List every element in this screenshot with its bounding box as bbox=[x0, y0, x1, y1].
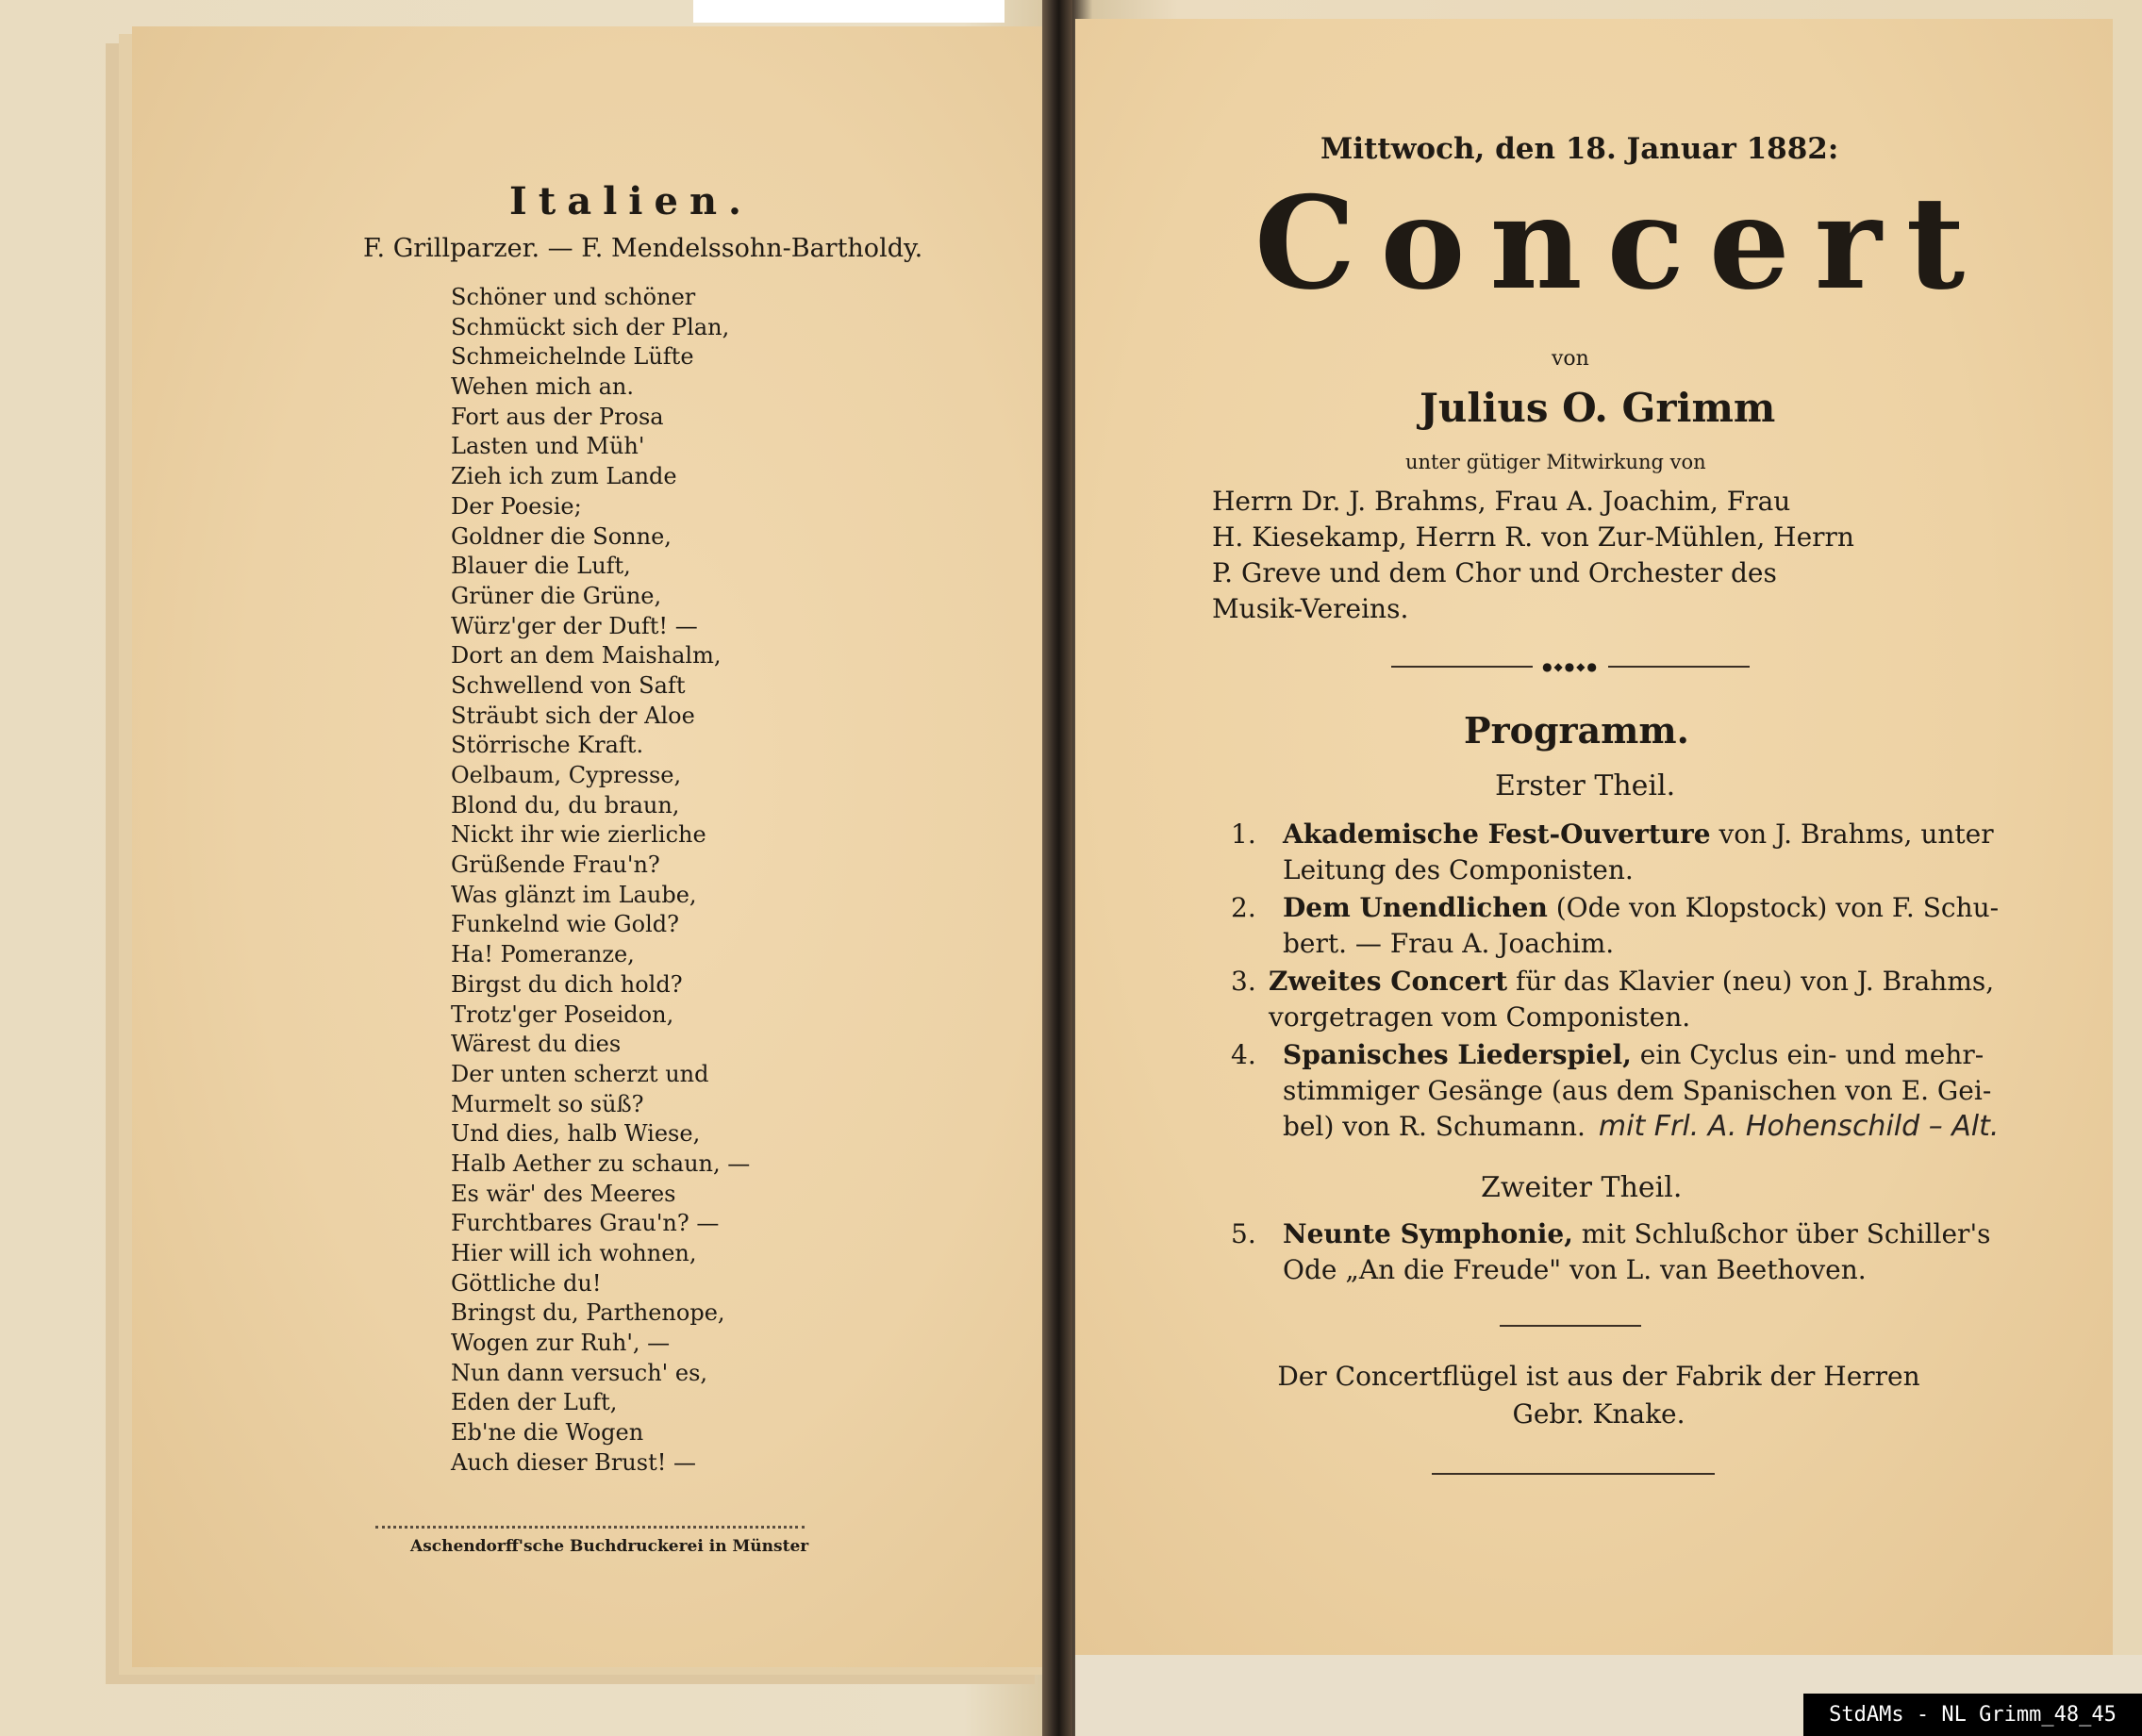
item-title: Neunte Symphonie, bbox=[1283, 1218, 1573, 1249]
poem-line: Murmelt so süß? bbox=[451, 1090, 644, 1117]
piano-note-line: Der Concertflügel ist aus der Fabrik der Herren bbox=[1277, 1361, 1920, 1392]
poem-authors: F. Grillparzer. — F. Mendelssohn-Bartholdy. bbox=[363, 234, 923, 263]
poem-line: Der Poesie; bbox=[451, 492, 582, 520]
item-text: stimmiger Gesänge (aus dem Spanischen von E. Gei- bbox=[1283, 1075, 1992, 1106]
mitwirkung-label: unter gütiger Mitwirkung von bbox=[1405, 451, 1706, 473]
poem-line: Schmeichelnde Lüfte bbox=[451, 343, 694, 371]
programm-heading: Programm. bbox=[1464, 709, 1689, 752]
poem-line: Schwellend von Saft bbox=[451, 671, 686, 699]
poem-line: Eden der Luft, bbox=[451, 1389, 618, 1416]
poem-line: Es wär' des Meeres bbox=[451, 1180, 676, 1207]
concert-date: Mittwoch, den 18. Januar 1882: bbox=[1320, 132, 1839, 166]
item-text: bert. — Frau A. Joachim. bbox=[1283, 928, 1615, 959]
concert-title: Concert bbox=[1254, 168, 1990, 318]
item-number: 4. bbox=[1231, 1039, 1256, 1070]
poem-line: Schöner und schöner bbox=[451, 284, 696, 310]
von-label: von bbox=[1552, 347, 1589, 371]
performers-line: Herrn Dr. J. Brahms, Frau A. Joachim, Frau bbox=[1212, 486, 1791, 517]
program-item bbox=[1231, 1216, 1991, 1288]
poem-line: Wehen mich an. bbox=[451, 373, 635, 401]
item-number: 1. bbox=[1231, 818, 1256, 850]
performers-line: Musik-Vereins. bbox=[1212, 593, 1409, 624]
item-title: Zweites Concert bbox=[1269, 966, 1508, 997]
performers-list bbox=[1212, 484, 1929, 627]
short-divider bbox=[1500, 1325, 1641, 1327]
poem-line: Würz'ger der Duft! — bbox=[451, 612, 698, 639]
poem-line: Grüner die Grüne, bbox=[451, 582, 662, 609]
poem-line: Ha! Pomeranze, bbox=[451, 941, 635, 968]
program-item bbox=[1231, 1037, 2000, 1145]
performers-line: P. Greve und dem Chor und Orchester des bbox=[1212, 557, 1777, 588]
item-text: vorgetragen vom Componisten. bbox=[1269, 1001, 1691, 1033]
performers-line: H. Kiesekamp, Herrn R. von Zur-Mühlen, Herrn bbox=[1212, 521, 1854, 553]
item-title: Dem Unendlichen bbox=[1283, 892, 1548, 923]
poem-line: Oelbaum, Cypresse, bbox=[451, 762, 682, 788]
scan-margin bbox=[693, 0, 1005, 23]
poem-line: Birgst du dich hold? bbox=[451, 970, 683, 998]
poem-line: Nun dann versuch' es, bbox=[451, 1359, 708, 1386]
part-two-heading: Zweiter Theil. bbox=[1481, 1171, 1683, 1204]
item-text: von J. Brahms, unter bbox=[1710, 818, 1994, 850]
program-item bbox=[1231, 890, 2000, 962]
poem-line: Goldner die Sonne, bbox=[451, 522, 672, 550]
poem-line: Und dies, halb Wiese, bbox=[451, 1120, 701, 1148]
poem-line: Was glänzt im Laube, bbox=[451, 881, 697, 908]
poem-title: Italien. bbox=[509, 179, 753, 223]
poem-line: Wogen zur Ruh', — bbox=[451, 1330, 671, 1357]
program-item bbox=[1231, 817, 1994, 888]
book-spine bbox=[1042, 0, 1072, 1736]
item-text: Ode „An die Freude" von L. van Beethoven. bbox=[1283, 1254, 1867, 1285]
poem-line: Hier will ich wohnen, bbox=[451, 1240, 697, 1266]
printer-imprint: Aschendorff'sche Buchdruckerei in Münster bbox=[410, 1537, 809, 1556]
poem-line: Lasten und Müh' bbox=[451, 433, 645, 460]
item-text: für das Klavier (neu) von J. Brahms, bbox=[1507, 966, 1995, 997]
poem-line: Wärest du dies bbox=[451, 1031, 622, 1058]
handwritten-annotation: mit Frl. A. Hohenschild – Alt. bbox=[1598, 1110, 2000, 1143]
end-divider bbox=[1432, 1473, 1715, 1475]
poem-line: Halb Aether zu schaun, — bbox=[451, 1149, 751, 1177]
poem-text bbox=[451, 283, 750, 1479]
ornament-divider: ●◆●◆● bbox=[1391, 660, 1750, 673]
poem-line: Furchtbares Grau'n? — bbox=[451, 1210, 720, 1237]
part-one-heading: Erster Theil. bbox=[1495, 769, 1676, 802]
poem-line: Nickt ihr wie zierliche bbox=[451, 821, 706, 849]
poem-line: Göttliche du! bbox=[451, 1269, 602, 1297]
item-text: ein Cyclus ein- und mehr- bbox=[1631, 1039, 1984, 1070]
poem-line: Trotz'ger Poseidon, bbox=[451, 1000, 674, 1028]
piano-note-line: Gebr. Knake. bbox=[1512, 1398, 1685, 1430]
item-text: bel) von R. Schumann. bbox=[1283, 1111, 1586, 1142]
poem-line: Sträubt sich der Aloe bbox=[451, 702, 695, 729]
poem-line: Grüßende Frau'n? bbox=[451, 851, 660, 879]
poem-line: Dort an dem Maishalm, bbox=[451, 642, 722, 670]
program-item bbox=[1231, 964, 1995, 1035]
poem-line: Bringst du, Parthenope, bbox=[451, 1299, 725, 1327]
poem-line: Blond du, du braun, bbox=[451, 791, 680, 818]
item-title: Spanisches Liederspiel, bbox=[1283, 1039, 1632, 1070]
item-number: 5. bbox=[1231, 1218, 1256, 1249]
piano-note bbox=[1269, 1358, 1929, 1433]
poem-line: Eb'ne die Wogen bbox=[451, 1419, 644, 1447]
dotted-divider bbox=[375, 1526, 805, 1529]
poem-line: Funkelnd wie Gold? bbox=[451, 911, 680, 938]
item-number: 2. bbox=[1231, 892, 1256, 923]
poem-line: Störrische Kraft. bbox=[451, 732, 644, 759]
poem-line: Der unten scherzt und bbox=[451, 1060, 709, 1087]
poem-line: Zieh ich zum Lande bbox=[451, 463, 677, 490]
item-text: Leitung des Componisten. bbox=[1283, 854, 1634, 885]
poem-line: Blauer die Luft, bbox=[451, 553, 631, 580]
item-text: mit Schlußchor über Schiller's bbox=[1572, 1218, 1991, 1249]
item-title: Akademische Fest-Ouverture bbox=[1283, 818, 1711, 850]
poem-line: Schmückt sich der Plan, bbox=[451, 313, 730, 340]
poem-line: Auch dieser Brust! — bbox=[451, 1448, 696, 1476]
poem-line: Fort aus der Prosa bbox=[451, 403, 664, 430]
item-text: (Ode von Klopstock) von F. Schu- bbox=[1547, 892, 2000, 923]
composer-name: Julius O. Grimm bbox=[1420, 385, 1776, 431]
item-number: 3. bbox=[1231, 966, 1256, 997]
archive-label: StdAMs - NL Grimm_48_45 bbox=[1803, 1694, 2142, 1736]
